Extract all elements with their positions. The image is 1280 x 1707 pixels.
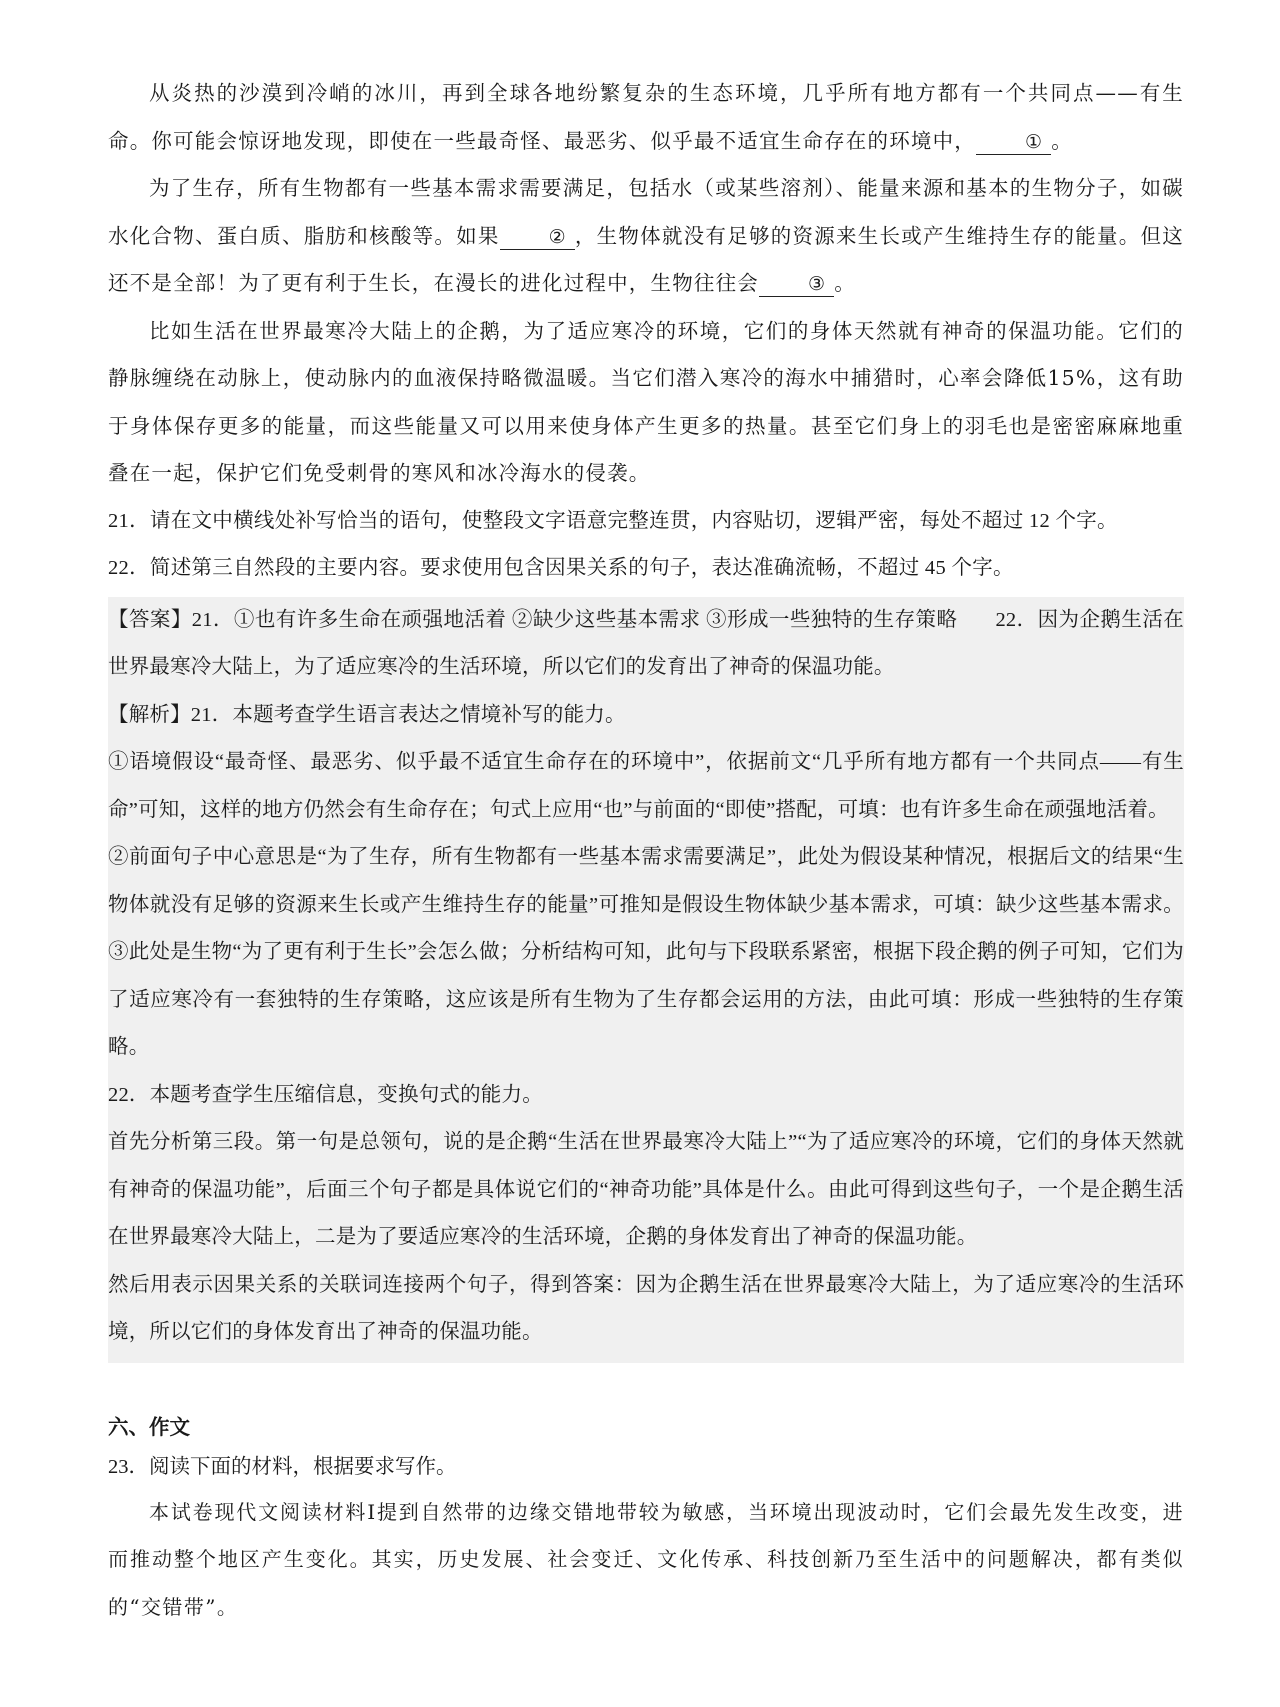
section-title: 六、作文 — [108, 1414, 190, 1439]
question-22: 22．简述第三自然段的主要内容。要求使用包含因果关系的句子，表达准确流畅，不超过 45 个字。 — [108, 557, 1014, 579]
writing-material: 本试卷现代文阅读材料Ⅰ提到自然带的边缘交错地带较为敏感，当环境出现波动时，它们会最先发生改变，进而推动整个地区产生变化。其实，历史发展、社会变迁、文化传承、科技创新乃至生活中的问题解决，都有类似的“交错带”。 — [108, 1499, 1184, 1619]
answer-22: 22．因为企鹅生活在世界最寒冷大陆上，为了适应寒冷的生活环境，所以它们的发育出了神奇的保温功能。 — [108, 608, 1184, 678]
analysis-22-part2: 然后用表示因果关系的关联词连接两个句子，得到答案：因为企鹅生活在世界最寒冷大陆上，为了适应寒冷的生活环境，所以它们的身体发育出了神奇的保温功能。 — [108, 1273, 1184, 1343]
passage-text: 。 — [834, 271, 856, 295]
answer-line — [108, 597, 1184, 692]
fill-blank-2: ② — [500, 225, 575, 250]
passage-text: ，生物体就没有足够的资源来生长或产生维持生存的能量。但这还不是全部！为了更有利于生长，在漫长的进化过程中，生物往往会 — [108, 223, 1184, 295]
analysis-21-part2: ②前面句子中心意思是“为了生存，所有生物都有一些基本需求需要满足”，此处为假设某种情况，根据后文的结果“生物体就没有足够的资源来生长或产生维持生存的能量”可推知是假设生物体缺少基本需求，可填：缺少这些基本需求。③此处是生物“为了更有利于生长”会怎么做；分析结构可知，此句与下段联系紧密，根据下段企鹅的例子可知，它们为了适应寒冷有一套独特的生存策略，这应该是所有生物为了生存都会运用的方法，由此可填：形成一些独特的生存策略。 — [108, 846, 1184, 1058]
answer-21: 【答案】21．①也有许多生命在顽强地活着 ②缺少这些基本需求 ③形成一些独特的生存策略 — [108, 608, 958, 631]
analysis-heading: 【解析】21．本题考查学生语言表达之情境补写的能力。 — [108, 703, 626, 726]
passage-text: 为了生存，所有生物都有一些基本需求需要满足，包括水（或某些溶剂）、能量来源和基本的生物分子，如碳水化合物、蛋白质、脂肪和核酸等。如果 — [108, 176, 1184, 248]
question-23: 23．阅读下面的材料，根据要求写作。 — [108, 1455, 457, 1478]
fill-blank-3: ③ — [759, 272, 834, 297]
passage-text: 从炎热的沙漠到冷峭的冰川，再到全球各地纷繁复杂的生态环境，几乎所有地方都有一个共同点——有生命。你可能会惊讶地发现，即使在一些最奇怪、最恶劣、似乎最不适宜生命存在的环境中， — [108, 81, 1184, 153]
answer-analysis-box — [108, 597, 1184, 1363]
passage-paragraph-3: 比如生活在世界最寒冷大陆上的企鹅，为了适应寒冷的环境，它们的身体天然就有神奇的保温功能。它们的静脉缠绕在动脉上，使动脉内的血液保持略微温暖。当它们潜入寒冷的海水中捕猎时，心率会降低15%，这有助于身体保存更多的能量，而这些能量又可以用来使身体产生更多的热量。甚至它们身上的羽毛也是密密麻麻地重叠在一起，保护它们免受刺骨的寒风和冰冷海水的侵袭。 — [108, 318, 1184, 485]
analysis-22-heading: 22．本题考查学生压缩信息，变换句式的能力。 — [108, 1083, 543, 1106]
exam-page — [108, 70, 1184, 1631]
analysis-22-part1: 首先分析第三段。第一句是总领句，说的是企鹅“生活在世界最寒冷大陆上”“为了适应寒冷的环境，它们的身体天然就有神奇的保温功能”，后面三个句子都是具体说它们的“神奇功能”具体是什么。由此可得到这些句子，一个是企鹅生活在世界最寒冷大陆上，二是为了要适应寒冷的生活环境，企鹅的身体发育出了神奇的保温功能。 — [108, 1131, 1184, 1248]
analysis-21-part1: ①语境假设“最奇怪、最恶劣、似乎最不适宜生命存在的环境中”，依据前文“几乎所有地方都有一个共同点——有生命”可知，这样的地方仍然会有生命存在；句式上应用“也”与前面的“即使”搭配，可填：也有许多生命在顽强地活着。 — [108, 751, 1184, 821]
passage-paragraph-2 — [108, 165, 1184, 308]
question-21: 21．请在文中横线处补写恰当的语句，使整段文字语意完整连贯，内容贴切，逻辑严密，每处不超过 12 个字。 — [108, 509, 1118, 532]
passage-text: 。 — [1051, 128, 1073, 153]
fill-blank-1: ① — [976, 130, 1051, 155]
passage-paragraph-1 — [108, 70, 1184, 165]
